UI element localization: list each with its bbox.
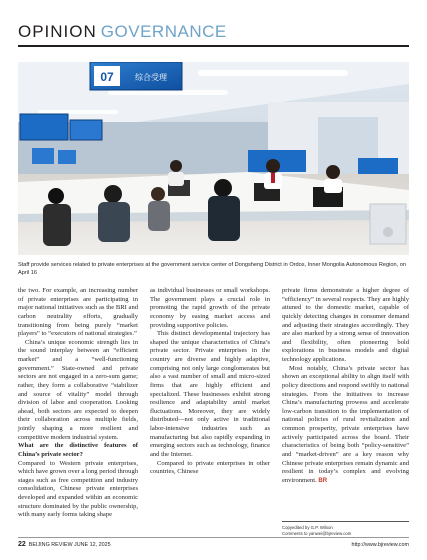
copyedited-line: Copyedited by G.P. Wilson bbox=[282, 525, 333, 530]
article-photo bbox=[18, 62, 409, 255]
editor-credit bbox=[282, 521, 409, 537]
footer-issue bbox=[18, 541, 111, 548]
service-sign bbox=[90, 62, 182, 90]
sign-number: 07 bbox=[100, 70, 114, 84]
page-number: 22 bbox=[18, 541, 26, 548]
section-label: OPINION bbox=[18, 22, 97, 41]
question-heading: What are the distinctive features of China’s private sector? bbox=[18, 442, 138, 458]
paragraph: private firms demonstrate a higher degree of “efficiency” in several respects. They are highly attuned to the domestic market, capable of quickly detecting changes in consumer demand and adjusting their strategies accordingly. They are also marked by a strong sense of innovation and flexibility, often pioneering bold explorations in business models and digital technology applications. bbox=[282, 287, 409, 363]
paragraph: the two. For example, an increasing number of private enterprises are participating in major national initiatives such as the BRI and carbon neutrality efforts, gradually transitioning from being purely “market players” to “executors of national strategies.” bbox=[18, 287, 138, 338]
paragraph: Compared to Western private enterprises, which have grown over a long period through stages such as free competition and industry consolidation, Chinese private enterprises developed and expanded within an economic structure dominated by the public ownership, with many early forms taking shape bbox=[18, 459, 138, 519]
article-column-1 bbox=[18, 287, 138, 520]
sign-text: 综合受理 bbox=[135, 73, 167, 82]
footer-url: http://www.bjreview.com bbox=[351, 542, 409, 548]
photo-caption: Staff provide services related to private enterprises at the government service center of Dongsheng District in Ordos, Inner Mongolia Autonomous Region, on April 16 bbox=[18, 262, 406, 276]
paragraph: Compared to private enterprises in other countries, Chinese bbox=[150, 459, 270, 476]
end-mark: BR bbox=[318, 477, 328, 484]
article-column-2 bbox=[150, 287, 270, 477]
paragraph: This distinct developmental trajectory has shaped the unique characteristics of China’s private sector. Private enterprises in the country are diverse and highly adaptive, comprising not only large conglomerates but also a vast number of small and micro-sized firms that are highly efficient and specialized. These businesses exhibit strong resilience and adaptability amid market fluctuations. Moreover, they are widely distributed—not only active in traditional labor-intensive industries such as manufacturing but also rapidly expanding in emerging sectors such as technology, finance and the Internet. bbox=[150, 330, 270, 458]
comments-line: Comments to yanwei@bjreview.com bbox=[282, 531, 352, 536]
paragraph: China’s unique economic strength lies in the sound interplay between an “efficient market” and a “well-functioning government.” State-owned and private sectors are not engaged in a zero-sum game; rather, they form a collaborative “stabilizer and source of vitality” model through division of labor and cooperation. Looking ahead, both sectors are expected to deepen their collaboration across multiple fields, jointly shaping a more resilient and competitive modern industrial system. bbox=[18, 338, 138, 441]
issue-line: BEIJING REVIEW JUNE 12, 2025 bbox=[28, 542, 111, 548]
header-rule bbox=[18, 45, 409, 47]
footer-rule bbox=[18, 537, 409, 538]
paragraph-text: Most notably, China’s private sector has shown an exceptional ability to align itself with policy directions and respond swiftly to national strategies. From the initiatives to increase China’s manufacturing prowess and accelerate low-carbon transition to the implementation of national policies of rural revitalization and common prosperity, private enterprises have actively participated across the board. Their characteristics of being both “policy-sensitive” and “market-driven” are a key reason why Chinese private enterprises remain dynamic and resilient in today’s complex and evolving environment. bbox=[282, 364, 409, 484]
section-header bbox=[18, 22, 227, 42]
article-column-3 bbox=[282, 287, 409, 485]
paragraph bbox=[282, 365, 409, 486]
paragraph: as individual businesses or small workshops. The government plays a crucial role in promoting the rapid growth of the private economy by easing market access and providing supportive policies. bbox=[150, 287, 270, 329]
subsection-label: GOVERNANCE bbox=[100, 22, 227, 41]
